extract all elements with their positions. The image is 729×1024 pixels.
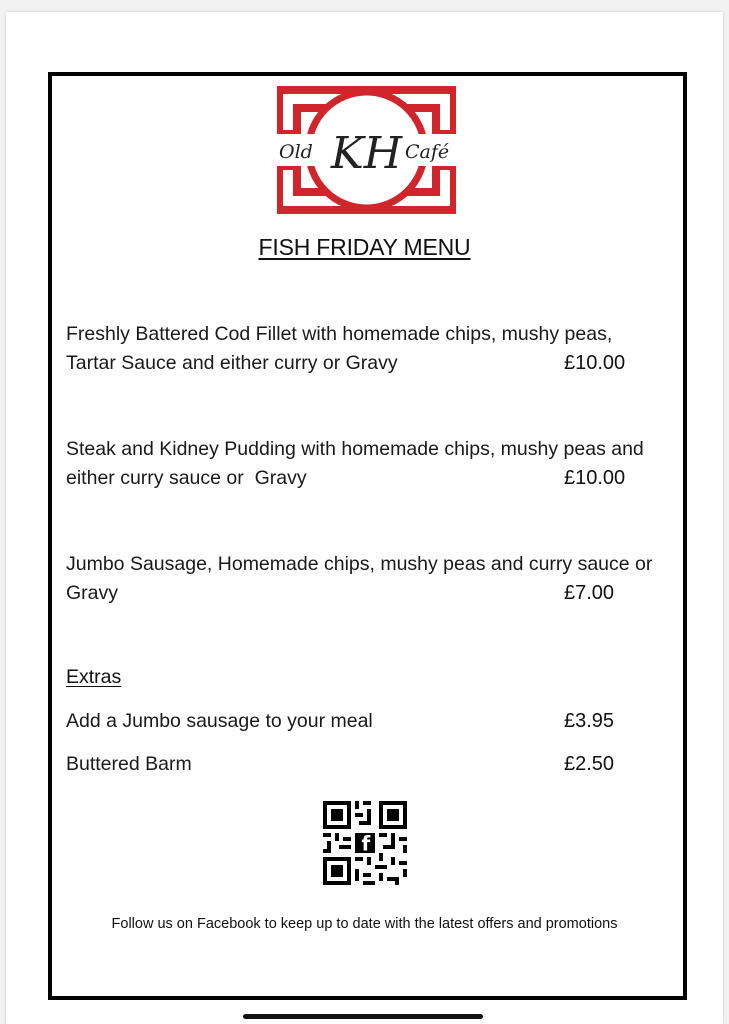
footer-facebook-note: Follow us on Facebook to keep up to date with the latest offers and promotions (111, 916, 618, 932)
extra-item-price: £2.50 (564, 753, 615, 775)
extra-item-label: Add a Jumbo sausage to your meal (66, 710, 373, 732)
cafe-logo (275, 84, 458, 216)
menu-item-line: Steak and Kidney Pudding with homemade chips, mushy peas and (66, 438, 644, 460)
menu-item (66, 435, 676, 493)
svg-text:f: f (361, 831, 371, 856)
menu-item (66, 320, 676, 378)
menu-item-line: Tartar Sauce and either curry or Gravy (66, 352, 398, 374)
menu-item-price: £10.00 (564, 467, 626, 489)
menu-item-price: £10.00 (564, 352, 626, 374)
menu-item (66, 550, 676, 608)
menu-item-line: Gravy (66, 582, 119, 604)
logo-old-text: Old (279, 141, 313, 163)
logo-monogram: KH (330, 128, 403, 179)
menu-item-line: Jumbo Sausage, Homemade chips, mushy peas and curry sauce or (66, 553, 653, 575)
logo-cafe-text: Café (405, 141, 450, 163)
facebook-qr-code-icon[interactable] (315, 793, 415, 893)
menu-item-line: Freshly Battered Cod Fillet with homemade chips, mushy peas, (66, 323, 613, 345)
menu-title: FISH FRIDAY MENU (258, 234, 471, 260)
home-indicator[interactable] (243, 1014, 483, 1019)
extra-item-price: £3.95 (564, 710, 615, 732)
extra-item-label: Buttered Barm (66, 753, 192, 775)
extras-heading: Extras (66, 666, 122, 688)
menu-item-price: £7.00 (564, 582, 615, 604)
menu-item-line: either curry sauce or Gravy (66, 467, 307, 489)
